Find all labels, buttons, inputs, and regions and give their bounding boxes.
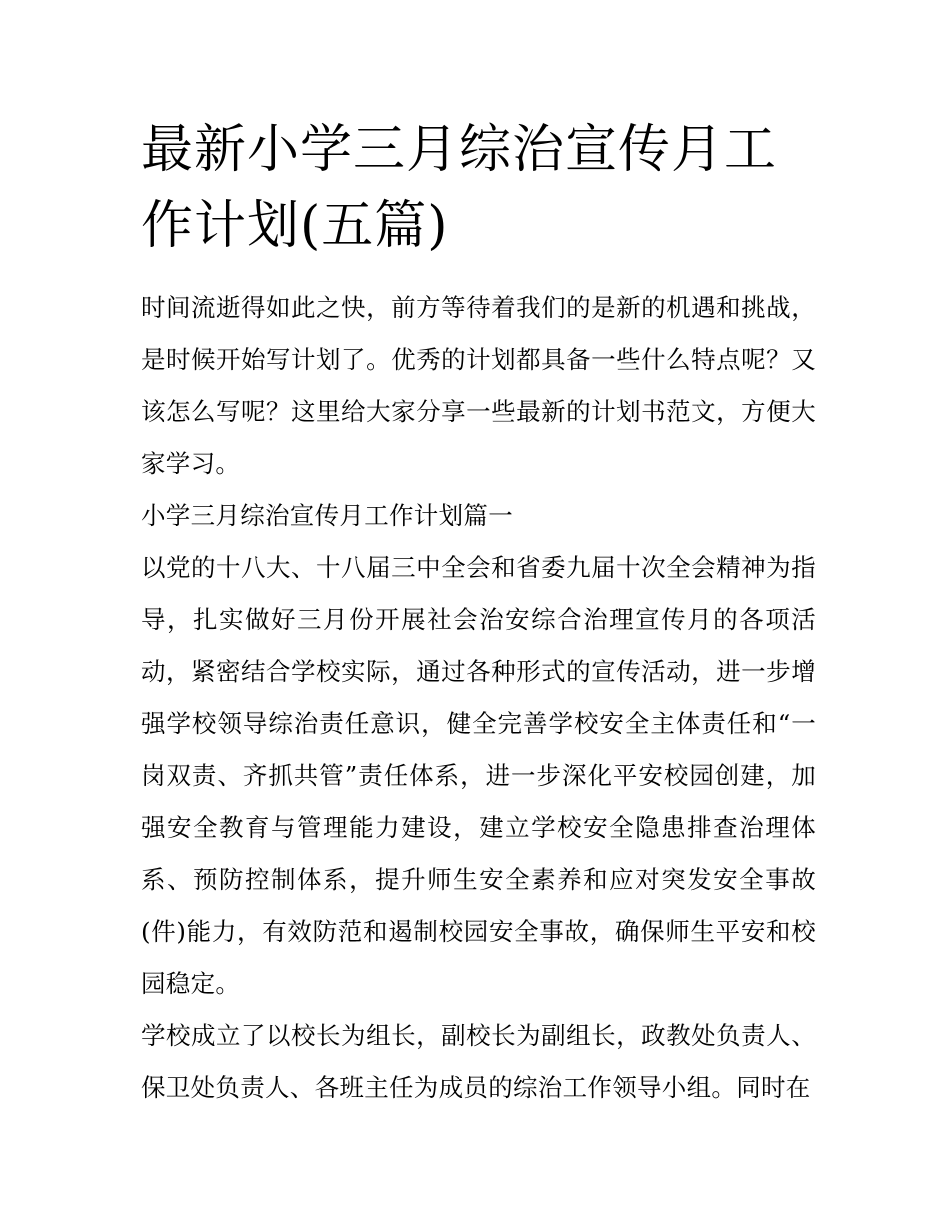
- body-paragraph: 学校成立了以校长为组长，副校长为副组长，政教处负责人、保卫处负责人、各班主任为成员的综治工作领导小组。同时在: [141, 1021, 816, 1102]
- document-title: 最新小学三月综治宣传月工作计划(五篇): [141, 120, 778, 256]
- section-heading: 小学三月综治宣传月工作计划篇一: [141, 501, 513, 530]
- body-paragraph: 以党的十八大、十八届三中全会和省委九届十次全会精神为指导，扎实做好三月份开展社会治安综合治理宣传月的各项活动，紧密结合学校实际，通过各种形式的宣传活动，进一步增强学校领导综治责任意识，健全完善学校安全主体责任和“一岗双责、齐抓共管”责任体系，进一步深化平安校园创建，加强安全教育与管理能力建设，建立学校安全隐患排查治理体系、预防控制体系，提升师生安全素养和应对突发安全事故(件)能力，有效防范和遏制校园安全事故，确保师生平安和校园稳定。: [141, 553, 816, 998]
- document-body: [141, 282, 816, 1114]
- intro-paragraph: 时间流逝得如此之快，前方等待着我们的是新的机遇和挑战，是时候开始写计划了。优秀的计划都具备一些什么特点呢？又该怎么写呢？这里给大家分享一些最新的计划书范文，方便大家学习。: [141, 293, 816, 478]
- document-page: [141, 112, 816, 1114]
